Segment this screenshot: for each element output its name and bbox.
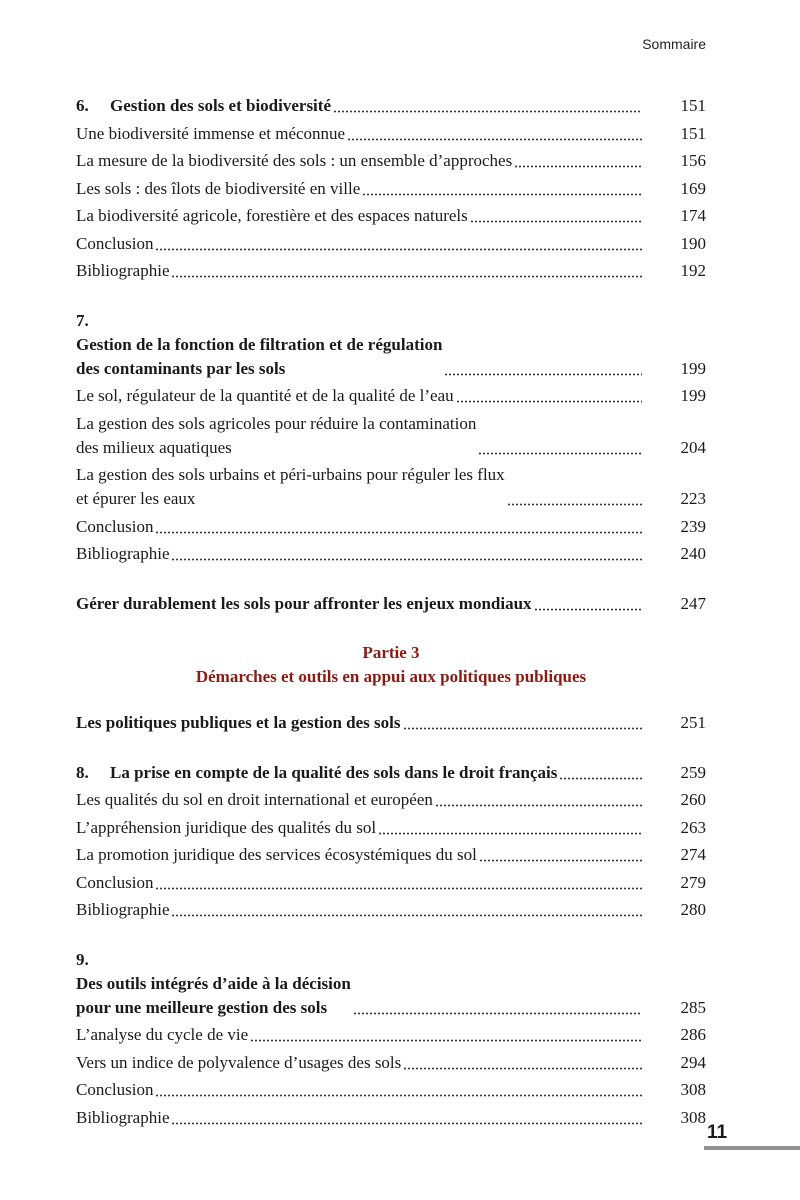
entry-label: Bibliographie (76, 900, 170, 919)
toc-entry[interactable] (76, 122, 706, 146)
toc-entry[interactable] (76, 149, 706, 173)
page-ref: 151 (680, 123, 706, 143)
page-ref: 251 (680, 713, 706, 732)
dot-leader (403, 714, 643, 730)
chapter-number: 6. (76, 96, 89, 115)
entry-label: Les sols : des îlots de biodiversité en ville (76, 178, 361, 198)
folio-page-number: 11 (707, 1122, 728, 1143)
entry-label: Bibliographie (76, 1107, 170, 1127)
toc-entry[interactable] (76, 204, 706, 228)
page-ref: 156 (680, 151, 706, 170)
toc-entry[interactable] (76, 898, 706, 922)
entry-label-line-1: La gestion des sols agricoles pour réduire la contamination (76, 413, 477, 433)
dot-leader (435, 791, 642, 807)
entry-label: La mesure de la biodiversité des sols : un ensemble d’approches (76, 151, 513, 170)
part-label: Partie 3 (362, 643, 420, 662)
dot-leader (456, 387, 642, 403)
dot-leader (479, 846, 642, 862)
toc-entry[interactable] (76, 232, 706, 256)
toc-entry[interactable] (76, 412, 706, 460)
page-ref: 279 (680, 872, 706, 892)
dot-leader (470, 207, 642, 223)
toc-entry[interactable] (76, 384, 706, 408)
dot-leader (353, 999, 642, 1015)
chapter-number: 7. (76, 310, 89, 330)
page-ref: 260 (680, 790, 706, 809)
toc-entry[interactable] (76, 871, 706, 895)
dot-leader (155, 874, 642, 890)
dot-leader (171, 545, 642, 561)
toc-entry[interactable] (76, 177, 706, 201)
chapter-title: Gestion des sols et biodiversité (110, 96, 331, 115)
page-ref: 190 (680, 233, 706, 253)
page-ref: 247 (680, 593, 706, 613)
dot-leader (378, 819, 642, 835)
dot-leader (559, 764, 642, 780)
entry-label-line-2: et épurer les eaux (76, 489, 196, 508)
table-of-contents (76, 94, 706, 1133)
entry-label: Une biodiversité immense et méconnue (76, 123, 346, 143)
synthesis-heading[interactable] (76, 592, 706, 616)
running-header: Sommaire (642, 36, 706, 52)
toc-entry[interactable] (76, 515, 706, 539)
dot-leader (507, 490, 642, 506)
page-ref: 263 (680, 817, 706, 837)
chapter-6-heading[interactable] (76, 94, 706, 118)
chapter-title-line-2: des contaminants par les sols (76, 358, 286, 378)
dot-leader (333, 97, 642, 113)
entry-label: Conclusion (76, 1080, 154, 1099)
part-intro-heading[interactable] (76, 711, 706, 735)
page-ref: 192 (680, 261, 706, 280)
toc-entry[interactable] (76, 259, 706, 283)
dot-leader (444, 360, 642, 376)
entry-label: Conclusion (76, 516, 154, 536)
entry-label: La promotion juridique des services écosystémiques du sol (76, 845, 477, 864)
dot-leader (403, 1054, 642, 1070)
chapter-number: 9. (76, 949, 89, 969)
page-ref: 240 (680, 544, 706, 563)
chapter-9-heading[interactable] (76, 948, 706, 1020)
page-ref: 239 (680, 516, 706, 536)
dot-leader (534, 595, 642, 611)
entry-label: Les qualités du sol en droit international et européen (76, 790, 433, 809)
entry-label: L’analyse du cycle de vie (76, 1025, 249, 1044)
page-ref: 223 (680, 489, 706, 508)
entry-label: Conclusion (76, 233, 154, 253)
page-ref: 199 (680, 358, 706, 378)
page-ref: 274 (680, 845, 706, 864)
dot-leader (171, 262, 642, 278)
part-title: Démarches et outils en appui aux politiques publiques (195, 667, 587, 686)
toc-entry[interactable] (76, 1023, 706, 1047)
toc-entry[interactable] (76, 1078, 706, 1102)
entry-label: Bibliographie (76, 261, 170, 280)
chapter-8-heading[interactable] (76, 761, 706, 785)
dot-leader (362, 180, 642, 196)
dot-leader (347, 125, 642, 141)
toc-entry[interactable] (76, 816, 706, 840)
page-ref: 169 (680, 178, 706, 198)
dot-leader (171, 901, 642, 917)
page-ref: 174 (680, 206, 706, 225)
toc-entry[interactable] (76, 1051, 706, 1075)
dot-leader (155, 235, 642, 251)
chapter-number: 8. (76, 762, 89, 782)
entry-label: Bibliographie (76, 544, 170, 563)
dot-leader (171, 1109, 642, 1125)
toc-entry[interactable] (76, 788, 706, 812)
page-ref: 151 (680, 96, 706, 115)
page-ref: 286 (680, 1025, 706, 1044)
entry-label-line-2: des milieux aquatiques (76, 437, 232, 457)
page-ref: 294 (680, 1052, 706, 1072)
chapter-title-line-1: Gestion de la fonction de filtration et de régulation (76, 334, 443, 354)
page-ref: 308 (680, 1107, 706, 1127)
toc-entry[interactable] (76, 1106, 706, 1130)
page-ref: 199 (680, 386, 706, 405)
dot-leader (250, 1026, 642, 1042)
chapter-title: La prise en compte de la qualité des sols dans le droit français (110, 762, 558, 782)
entry-label: Vers un indice de polyvalence d’usages des sols (76, 1052, 402, 1072)
entry-label: L’appréhension juridique des qualités du sol (76, 817, 377, 837)
entry-label-line-1: La gestion des sols urbains et péri-urbains pour réguler les flux (76, 465, 505, 484)
entry-label: La biodiversité agricole, forestière et des espaces naturels (76, 206, 468, 225)
toc-entry[interactable] (76, 542, 706, 566)
toc-entry[interactable] (76, 463, 706, 511)
page-ref: 259 (680, 762, 706, 782)
page-ref: 280 (680, 900, 706, 919)
dot-leader (155, 518, 642, 534)
toc-entry[interactable] (76, 843, 706, 867)
chapter-7-heading[interactable] (76, 309, 706, 381)
dot-leader (514, 152, 642, 168)
chapter-title-line-1: Des outils intégrés d’aide à la décision (76, 973, 351, 993)
section-title: Gérer durablement les sols pour affronter les enjeux mondiaux (76, 593, 532, 613)
section-title: Les politiques publiques et la gestion des sols (76, 713, 401, 732)
entry-label: Conclusion (76, 872, 154, 892)
page-ref: 308 (680, 1080, 706, 1099)
footer-rule (704, 1146, 800, 1150)
page-ref: 285 (680, 997, 706, 1017)
dot-leader (155, 1081, 642, 1097)
dot-leader (478, 439, 642, 455)
chapter-title-line-2: pour une meilleure gestion des sols (76, 997, 328, 1017)
page-ref: 204 (680, 437, 706, 457)
entry-label: Le sol, régulateur de la quantité et de la qualité de l’eau (76, 386, 454, 405)
